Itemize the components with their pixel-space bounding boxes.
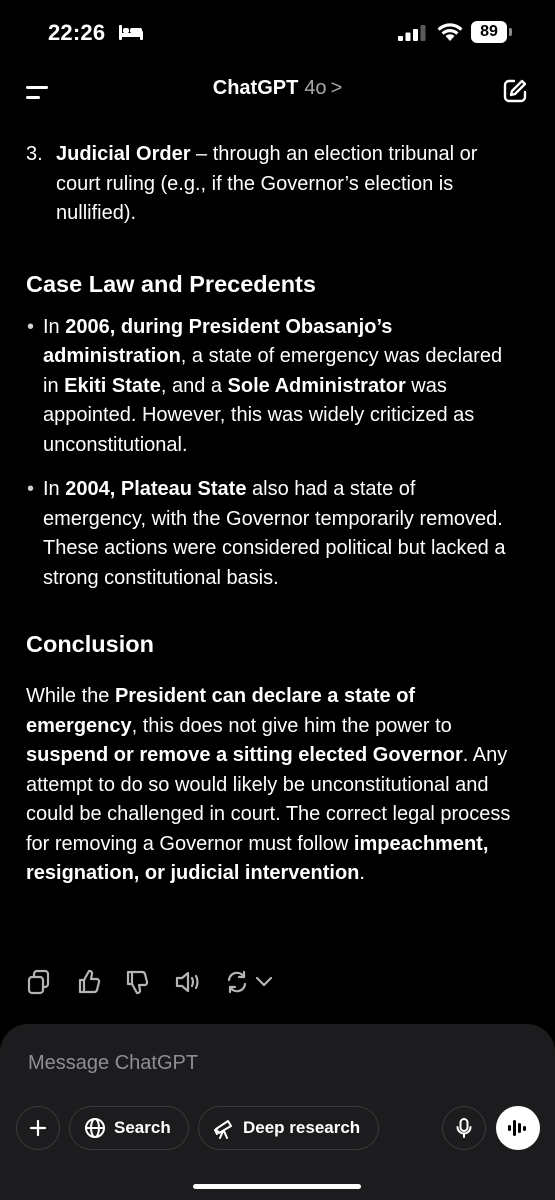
search-label: Search [114, 1118, 171, 1137]
text: also had a state of emergency, with the Governor temporarily removed. These actions were considered political but lacked a strong constitutional basis. [43, 478, 506, 589]
status-bar [0, 0, 555, 62]
thumbs-down-icon[interactable] [124, 968, 150, 996]
message-composer [0, 1024, 555, 1200]
list-number: 3. [26, 143, 43, 165]
bold-text: 2006, during President Obasanjo’s administration [43, 315, 393, 367]
list-text: – through an election tribunal or court ruling (e.g., if the Governor’s election is nullified). [56, 143, 478, 224]
dictate-button[interactable] [442, 1106, 486, 1150]
status-time: 22:26 [48, 20, 106, 45]
bullet-icon: • [27, 478, 35, 500]
bold-text: Ekiti State [64, 374, 161, 397]
chevron-right-icon: > [330, 77, 343, 99]
bold-text: suspend or remove a sitting elected Governor [26, 744, 463, 766]
model-selector[interactable] [0, 77, 555, 100]
text: , and a [160, 374, 228, 397]
bold-text: Judicial Order [56, 143, 191, 165]
text: In [43, 315, 66, 338]
app-header [0, 62, 555, 120]
model-name: 4o [304, 77, 327, 99]
chevron-down-icon[interactable] [254, 973, 274, 989]
deep-research-label: Deep research [243, 1118, 361, 1137]
battery-tip [509, 28, 512, 36]
bold-text: President can declare a state of emergency [26, 685, 416, 737]
message-input[interactable]: Message ChatGPT [28, 1052, 199, 1074]
text: was appointed. However, this was widely criticized as unconstitutional. [43, 374, 475, 456]
plus-icon [28, 1118, 48, 1138]
assistant-message [26, 140, 521, 889]
globe-icon [84, 1117, 106, 1139]
section-heading: Case Law and Precedents [26, 270, 316, 297]
microphone-icon [454, 1117, 474, 1139]
bullet-item [26, 475, 521, 593]
search-button[interactable] [69, 1106, 189, 1150]
text: In [43, 478, 66, 500]
bold-text: 2004, Plateau State [65, 478, 247, 500]
home-indicator [193, 1184, 361, 1189]
regenerate-icon[interactable] [224, 968, 250, 996]
text: . Any attempt to do so would likely be unconstitutional and could be challenged in court. The correct legal process for removing a Governor must follow [26, 744, 511, 855]
app-title: ChatGPT [212, 77, 299, 99]
waveform-icon [506, 1117, 530, 1139]
read-aloud-icon[interactable] [174, 968, 202, 996]
bullet-item [26, 313, 521, 461]
voice-mode-button[interactable] [496, 1106, 540, 1150]
attach-button[interactable] [16, 1106, 60, 1150]
text: While the [26, 685, 115, 707]
cellular-signal-icon [398, 25, 426, 41]
thumbs-up-icon[interactable] [76, 968, 102, 996]
bold-text: impeachment, resignation, or judicial intervention [26, 832, 489, 884]
text: , a state of emergency was declared in [43, 345, 503, 397]
wifi-icon [436, 22, 464, 42]
copy-icon[interactable] [26, 968, 52, 996]
section-heading: Conclusion [26, 631, 154, 657]
bold-text: Sole Administrator [227, 374, 406, 397]
battery-level: 89 [471, 21, 507, 43]
telescope-icon [213, 1117, 235, 1139]
deep-research-button[interactable] [198, 1106, 379, 1150]
text: . [359, 862, 365, 884]
sleep-focus-icon [118, 23, 144, 41]
bullet-icon: • [27, 315, 35, 338]
new-chat-icon[interactable] [502, 78, 528, 104]
conclusion-paragraph [26, 682, 521, 889]
list-item [26, 140, 521, 229]
text: , this does not give him the power to [131, 714, 452, 737]
